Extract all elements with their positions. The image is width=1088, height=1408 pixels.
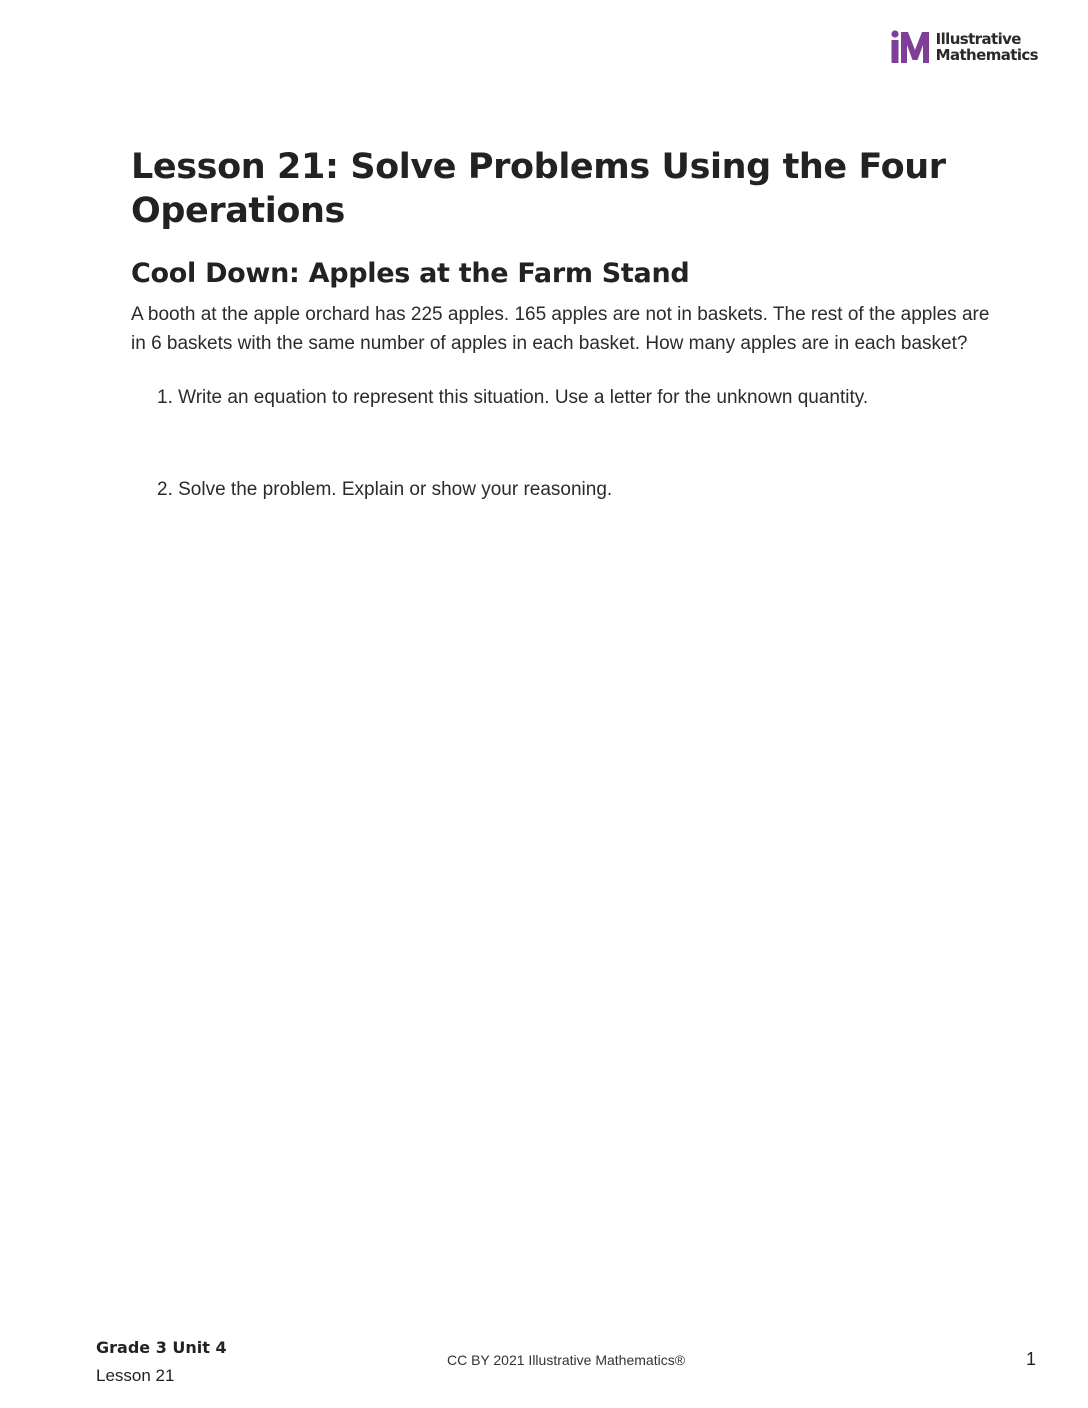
- illustrative-mathematics-logo: [890, 30, 1038, 64]
- question-item: 1. Write an equation to represent this situation. Use a letter for the unknown quantity.: [157, 387, 869, 408]
- copyright-text: CC BY 2021 Illustrative Mathematics®: [446, 1352, 686, 1368]
- question-list: [131, 384, 991, 504]
- lesson-title: Lesson 21: Solve Problems Using the Four Operations: [131, 147, 946, 231]
- logo-line-1: Illustrative: [935, 30, 1021, 48]
- footer-copyright: [0, 1352, 1088, 1368]
- question-item: 2. Solve the problem. Explain or show your reasoning.: [157, 479, 613, 500]
- problem-statement: A booth at the apple orchard has 225 apples. 165 apples are not in baskets. The rest of the apples are in 6 baskets with the same number of apples in each basket. How many apples are in each basket?: [131, 304, 990, 354]
- section-title: Cool Down: Apples at the Farm Stand: [131, 258, 690, 289]
- lesson-label: Lesson 21: [96, 1366, 175, 1385]
- grade-unit-label: Grade 3 Unit 4: [96, 1338, 227, 1357]
- main-content: [131, 145, 991, 504]
- logo-wordmark: [936, 31, 1038, 63]
- page-number: 1: [1025, 1349, 1036, 1369]
- logo-line-2: Mathematics: [935, 46, 1038, 64]
- im-logo-icon: [890, 30, 930, 64]
